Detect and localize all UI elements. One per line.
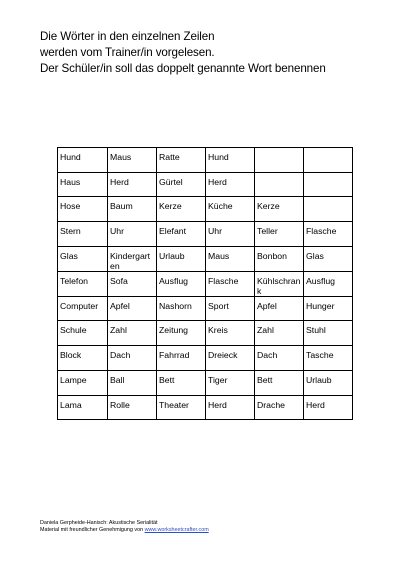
footer-website-link[interactable]: www.worksheetcrafter.com [144,527,209,533]
table-cell: Stuhl [304,321,353,346]
table-cell: Zeitung [157,321,206,346]
table-cell: Glas [58,246,108,271]
table-cell: Telefon [58,271,108,296]
table-cell: Ausflug [157,271,206,296]
table-cell: Lampe [58,370,108,395]
table-cell: Sofa [108,271,157,296]
table-cell: Dach [108,346,157,371]
table-cell: Elefant [157,222,206,247]
instruction-line-3: Der Schüler/in soll das doppelt genannte Wort benennen [40,62,326,75]
table-cell: Küche [206,197,255,222]
table-cell: Computer [58,296,108,321]
table-cell: Maus [108,148,157,173]
table-cell: Teller [255,222,304,247]
table-cell: Hund [206,148,255,173]
table-cell: Hund [58,148,108,173]
table-cell: Maus [206,246,255,271]
table-cell: Kühlschrank [255,271,304,296]
table-cell: Schule [58,321,108,346]
table-cell: Dach [255,346,304,371]
table-cell: Bett [255,370,304,395]
table-cell: Rolle [108,395,157,420]
table-cell: Uhr [108,222,157,247]
table-cell: Hose [58,197,108,222]
table-cell [304,172,353,197]
instruction-line-1: Die Wörter in den einzelnen Zeilen [40,30,215,43]
table-row [58,346,353,371]
table-cell: Glas [304,246,353,271]
table-cell: Haus [58,172,108,197]
table-cell: Kreis [206,321,255,346]
table-cell: Bonbon [255,246,304,271]
table-cell: Herd [206,172,255,197]
footer-permission-text: Material mit freundlicher Genehmigung von [40,527,145,533]
table-row [58,321,353,346]
table-cell: Apfel [255,296,304,321]
table-cell: Lama [58,395,108,420]
table-cell: Dreieck [206,346,255,371]
footer-permission [40,527,209,534]
table-cell: Nashorn [157,296,206,321]
table-row [58,148,353,173]
table-cell [304,148,353,173]
table-row [58,246,353,271]
table-cell: Apfel [108,296,157,321]
table-cell: Hunger [304,296,353,321]
table-cell: Block [58,346,108,371]
table-cell: Fahrrad [157,346,206,371]
table-row [58,197,353,222]
table-cell: Tasche [304,346,353,371]
table-cell: Kerze [157,197,206,222]
table-cell [255,172,304,197]
table-cell: Zahl [108,321,157,346]
table-cell: Flasche [304,222,353,247]
table-cell: Kindergarten [108,246,157,271]
table-cell: Kerze [255,197,304,222]
footer-credit: Daniela Gerpheide-Hanisch: Akustische Serialität [40,520,158,526]
table-row [58,222,353,247]
table-row [58,271,353,296]
word-table-body [58,148,353,420]
table-cell: Zahl [255,321,304,346]
table-cell: Urlaub [304,370,353,395]
table-cell: Uhr [206,222,255,247]
table-cell: Ausflug [304,271,353,296]
table-cell: Herd [108,172,157,197]
table-row [58,370,353,395]
table-row [58,395,353,420]
table-cell: Bett [157,370,206,395]
table-cell: Baum [108,197,157,222]
table-cell: Sport [206,296,255,321]
table-cell: Ball [108,370,157,395]
word-table [57,147,353,420]
table-row [58,172,353,197]
table-cell: Theater [157,395,206,420]
table-cell [304,197,353,222]
table-cell: Gürtel [157,172,206,197]
table-cell: Stern [58,222,108,247]
table-cell [255,148,304,173]
table-cell: Drache [255,395,304,420]
table-cell: Herd [304,395,353,420]
table-cell: Herd [206,395,255,420]
table-cell: Flasche [206,271,255,296]
table-cell: Ratte [157,148,206,173]
instructions [40,29,380,77]
instruction-line-2: werden vom Trainer/in vorgelesen. [40,46,215,59]
footer [40,520,209,534]
table-cell: Urlaub [157,246,206,271]
table-row [58,296,353,321]
table-cell: Tiger [206,370,255,395]
